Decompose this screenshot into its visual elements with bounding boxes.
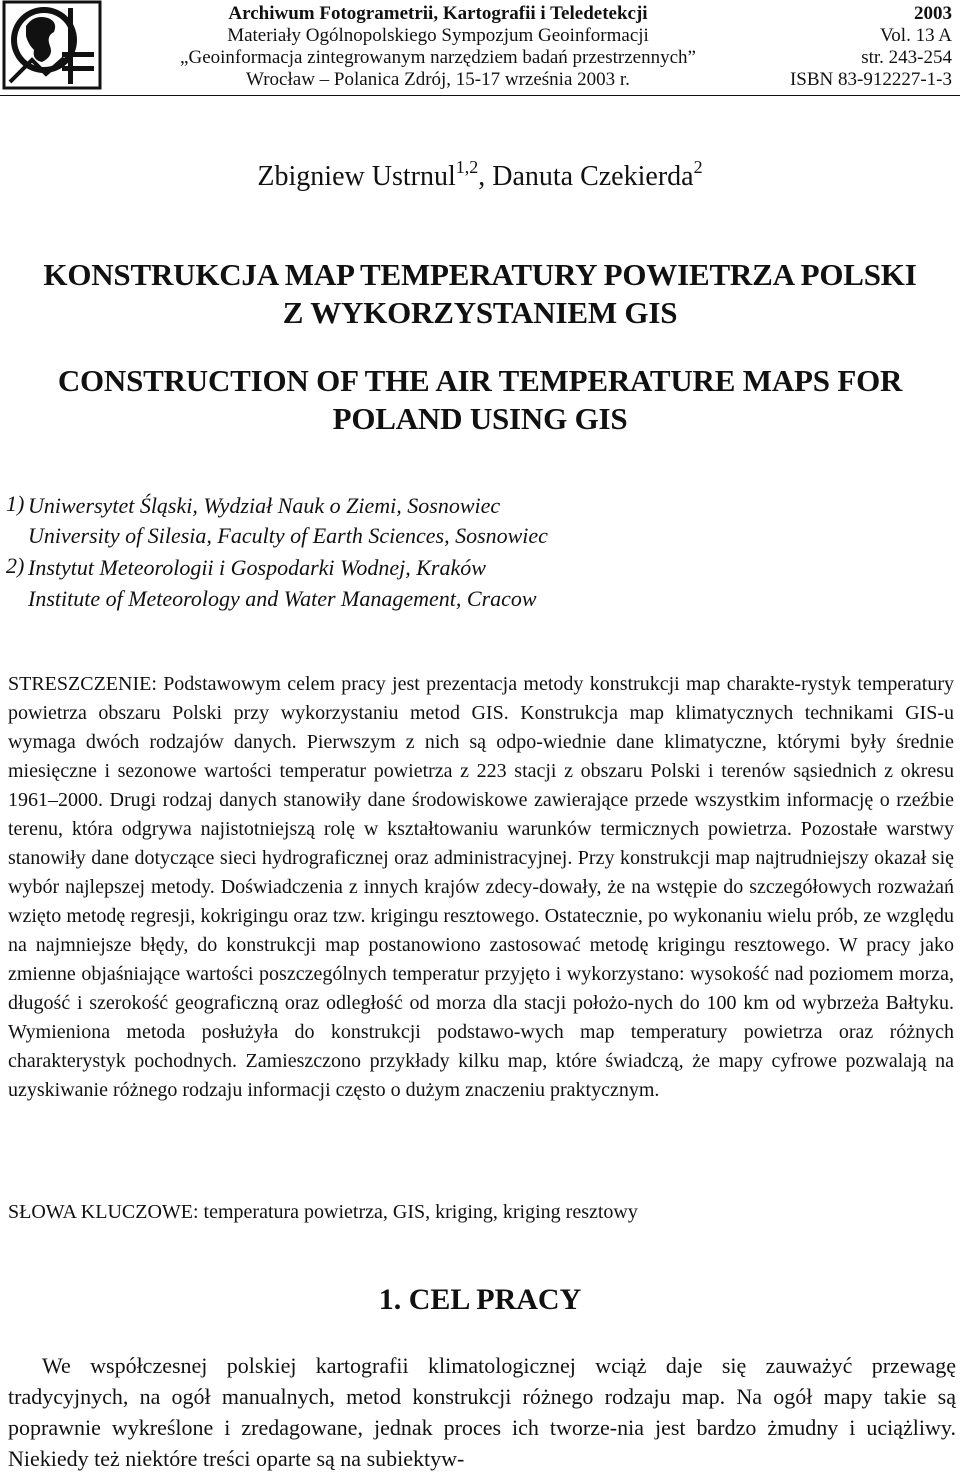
affiliation-mark: 2) <box>6 553 25 578</box>
header-divider <box>0 95 960 96</box>
affiliation-line: University of Silesia, Faculty of Earth Sciences, Sosnowiec <box>28 523 548 548</box>
proceedings-name: Materiały Ogólnopolskiego Sympozjum Geoinformacji <box>227 25 649 46</box>
keywords-label: SŁOWA KLUCZOWE: <box>8 1201 199 1223</box>
abstract-text: Podstawowym celem pracy jest prezentacja metody konstrukcji map charakte-rystyk temperatury powietrza obszaru Polski przy wykorzystaniu metod GIS. Konstrukcja map klimatycznych technikami GIS-u wymaga dwóch rodzajów danych. Pierwszym z nich są odpo-wiednie dane klimatyczne, którymi były średnie miesięczne i sezonowe wartości temperatur powietrza z 223 stacji z obszaru Polski i terenów sąsiednich z okresu 1961–2000. Drugi rodzaj danych stanowiły dane środowiskowe zawierające przede wszystkim informację o rzeźbie terenu, która odgrywa najistotniejszą rolę w kształtowaniu warunków termicznych powietrza. Pozostałe warstwy stanowiły dane dotyczące sieci hydrograficznej oraz administracyjnej. Przy konstrukcji map najtrudniejszy okazał się wybór najlepszej metody. Doświadczenia z innych krajów zdecy-dowały, że na wstępie do szczegółowych rozważań wzięto metodę regresji, kokrigingu oraz tzw. krigingu resztowego. Ostatecznie, po wykonaniu wielu prób, ze względu na najmniejsze błędy, do konstrukcji map postanowiono zastosować metodę krigingu resztowego. W pracy jako zmienne objaśniające wartości poszczególnych temperatur przyjęto i wykorzystano: wysokość nad poziomem morza, długość i szerokość geograficzną oraz odległość od morza dla stacji położo-nych do 100 km od wybrzeża Bałtyku. Wymieniona metoda posłużyła do konstrukcji podstawo-wych map temperatury powietrza oraz różnych charakterystyk pochodnych. Zamieszczono przykłady kilku map, które świadczą, że mapy cyfrowe pozwalają na uzyskiwanie różnego rodzaju informacji często o dużym znaczeniu praktycznym. <box>8 673 955 1101</box>
abstract-label: STRESZCZENIE: <box>8 673 157 695</box>
author-affiliation-mark: 1,2 <box>455 157 479 177</box>
affiliation-line: Institute of Meteorology and Water Management, Cracow <box>28 586 537 611</box>
section-body-text: We współczesnej polskiej kartografii klimatologicznej wciąż daje się zauważyć przewagę tradycyjnych, na ogół manualnych, metod konstrukcji różnego rodzaju map. Na ogół mapy takie są poprawnie wykreślone i zredagowane, jednak proces ich tworze-nia jest bardzo żmudny i uciążliwy. Niekiedy też niektóre treści oparte są na subiektyw- <box>8 1353 956 1471</box>
author-separator: , <box>478 161 493 192</box>
journal-name: Archiwum Fotogrametrii, Kartografii i Teledetekcji <box>228 3 648 24</box>
author-line <box>0 157 960 194</box>
title-english-line-2: POLAND USING GIS <box>332 401 628 436</box>
title-english-line-1: CONSTRUCTION OF THE AIR TEMPERATURE MAPS FOR <box>57 363 903 398</box>
publication-year: 2003 <box>914 3 952 24</box>
abstract <box>8 670 954 1105</box>
author-name: Danuta Czekierda <box>492 161 694 192</box>
page-range: str. 243-254 <box>861 47 952 68</box>
volume-number: Vol. 13 A <box>880 25 952 46</box>
symposium-theme: „Geoinformacja zintegrowanym narzędziem badań przestrzennych” <box>180 47 696 68</box>
section-heading: 1. CEL PRACY <box>378 1283 582 1316</box>
affiliation-mark: 1) <box>6 491 25 516</box>
keywords-text: temperatura powietrza, GIS, kriging, kriging resztowy <box>203 1201 638 1223</box>
title-polish-line-1: KONSTRUKCJA MAP TEMPERATURY POWIETRZA POLSKI <box>43 257 917 292</box>
symposium-location-date: Wrocław – Polanica Zdrój, 15-17 września 2003 r. <box>246 69 630 90</box>
author-affiliation-mark: 2 <box>693 157 703 177</box>
isbn: ISBN 83-912227-1-3 <box>789 69 952 90</box>
affiliation-line: Uniwersytet Śląski, Wydział Nauk o Ziemi, Sosnowiec <box>28 493 501 518</box>
journal-logo-icon <box>2 0 102 90</box>
affiliation-line: Instytut Meteorologii i Gospodarki Wodnej, Kraków <box>28 555 486 580</box>
title-polish-line-2: Z WYKORZYSTANIEM GIS <box>282 295 678 330</box>
keywords <box>8 1198 954 1227</box>
author-name: Zbigniew Ustrnul <box>257 161 456 192</box>
